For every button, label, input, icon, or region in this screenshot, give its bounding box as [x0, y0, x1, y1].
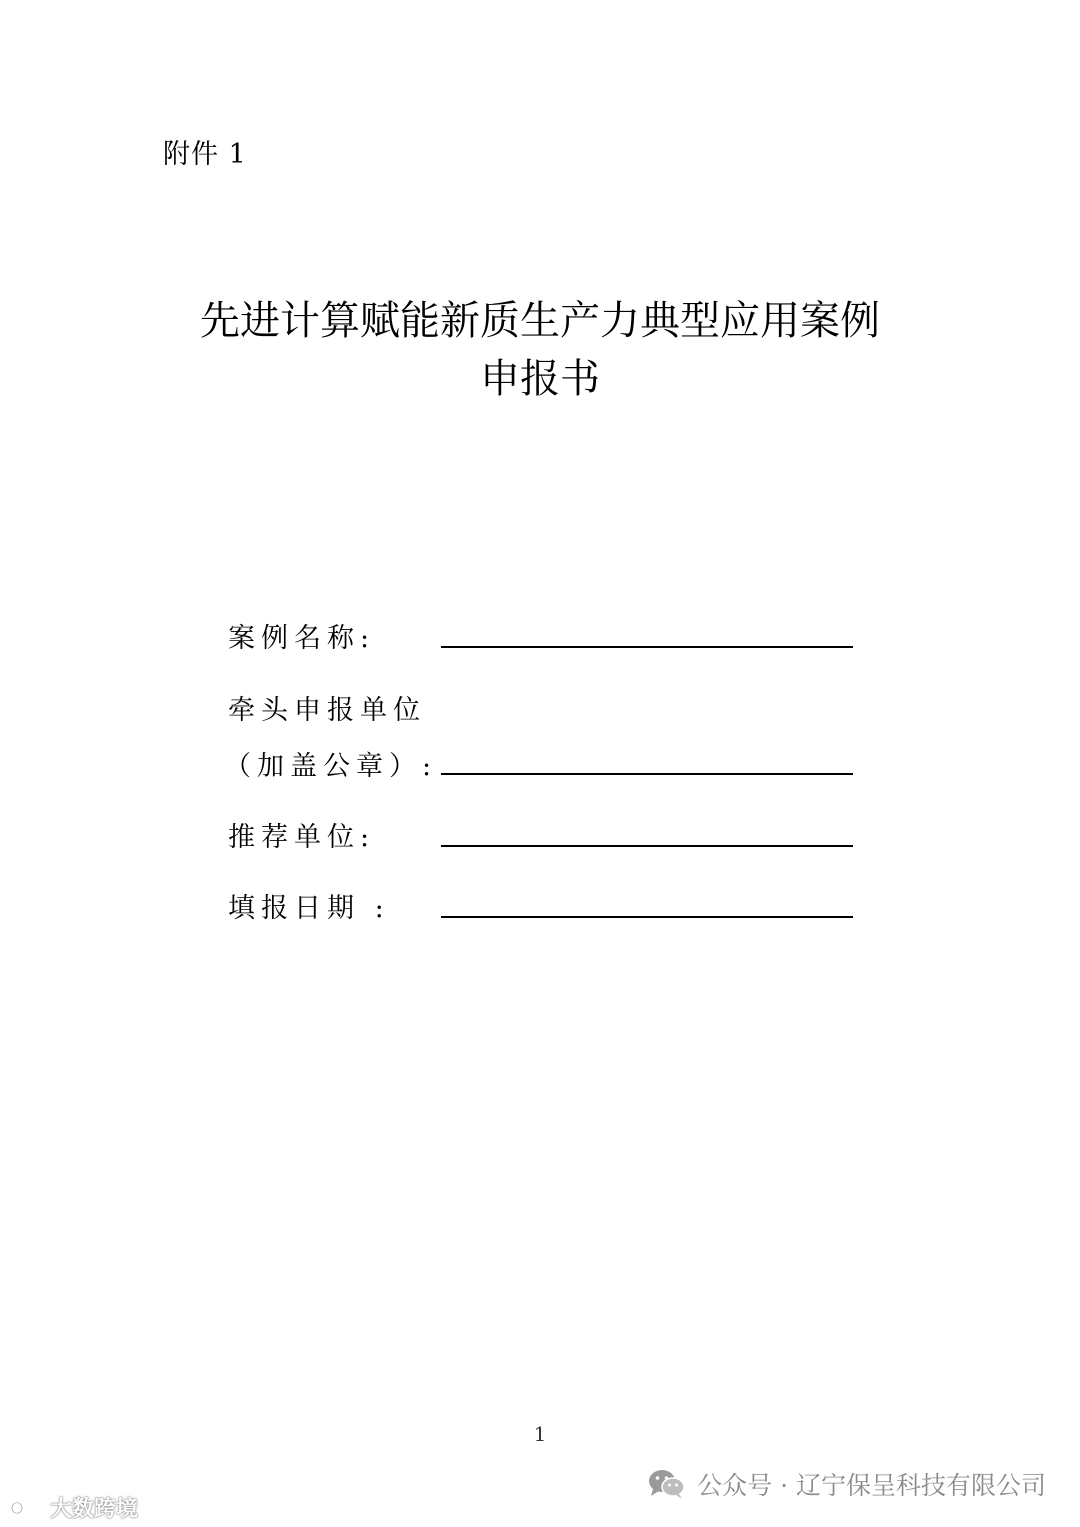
title-line-2: 申报书: [480, 356, 600, 402]
recommending-unit-label: 推荐单位:: [228, 822, 376, 853]
footer-watermark: [647, 1466, 1046, 1502]
document-title: [0, 292, 1080, 408]
lead-applicant-label: 牵头申报单位: [228, 695, 426, 726]
wechat-icon: [647, 1468, 687, 1500]
case-name-label: 案例名称:: [228, 623, 376, 654]
footer-watermark-text: 公众号 · 辽宁保呈科技有限公司: [697, 1471, 1046, 1500]
corner-watermark: [8, 1492, 138, 1523]
fill-date-blank[interactable]: [441, 916, 853, 918]
page-number: 1: [533, 1422, 547, 1446]
official-seal-label: （加盖公章）:: [224, 751, 438, 782]
case-name-blank[interactable]: [441, 646, 853, 648]
corner-watermark-text: 大数跨境: [50, 1497, 139, 1522]
fill-date-label: 填报日期 :: [228, 893, 390, 924]
title-line-1: 先进计算赋能新质生产力典型应用案例: [200, 298, 880, 344]
brand-logo-icon: [8, 1497, 46, 1519]
recommending-unit-blank[interactable]: [441, 845, 853, 847]
lead-applicant-blank[interactable]: [441, 773, 853, 775]
attachment-label: 附件 1: [163, 139, 247, 170]
